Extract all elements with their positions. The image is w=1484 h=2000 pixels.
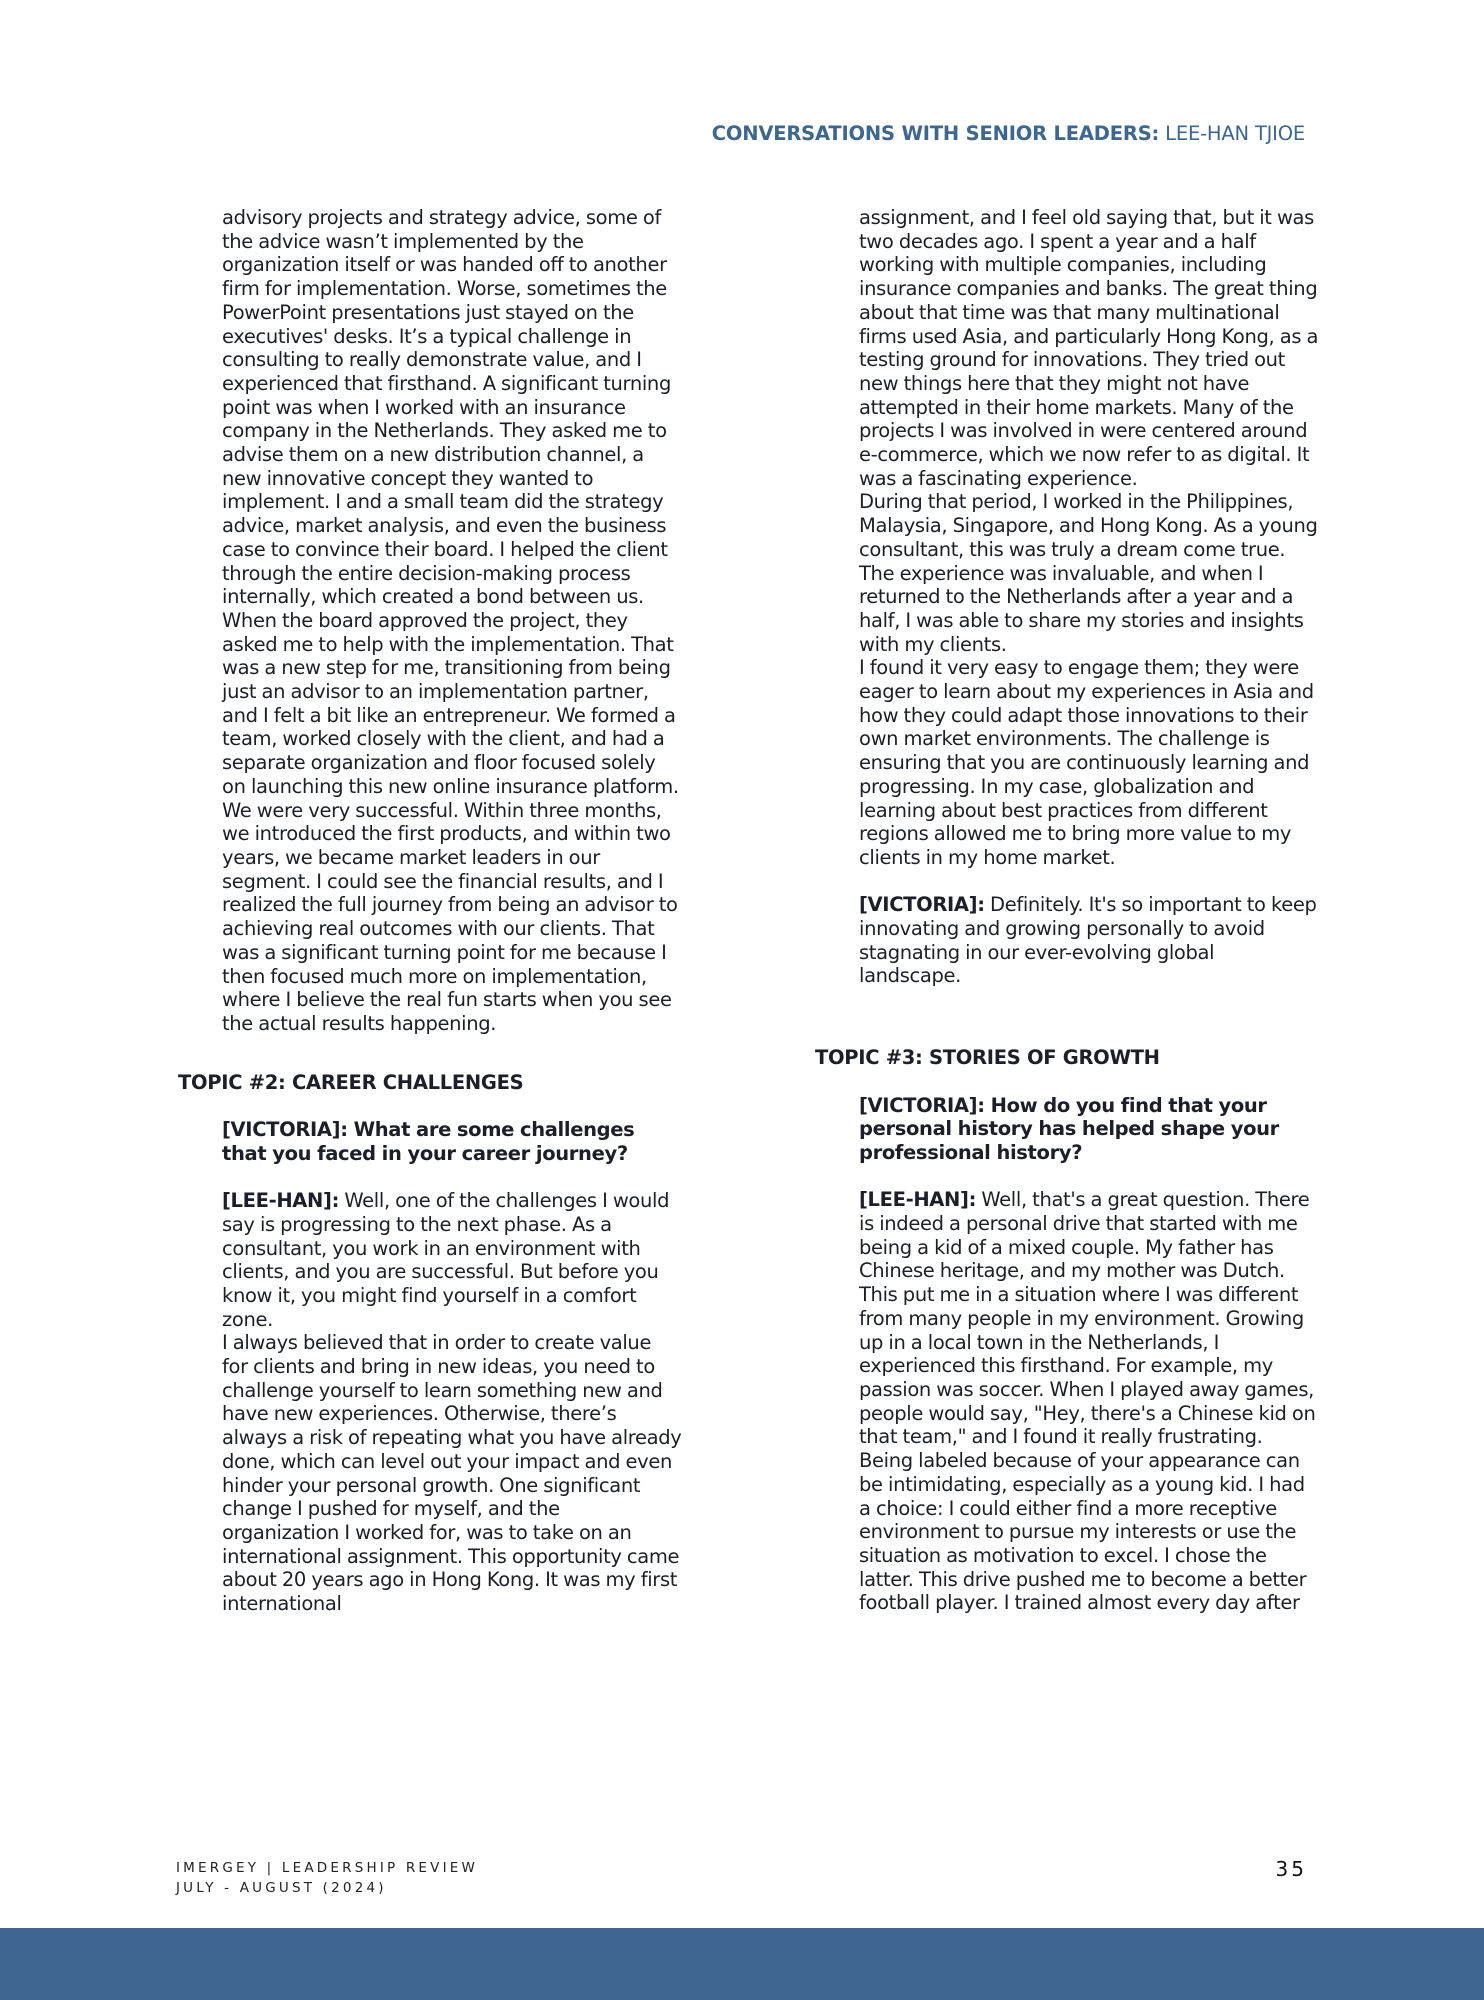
topic-heading-stories-of-growth: TOPIC #3: STORIES OF GROWTH — [815, 1046, 1160, 1070]
question-challenges: [VICTORIA]: What are some challenges that you faced in your career journey? — [222, 1118, 635, 1165]
footer-color-band — [0, 1928, 1484, 2000]
speaker-label-lee-han: [LEE-HAN]: — [859, 1188, 977, 1212]
paragraph-turning-point: advisory projects and strategy advice, some of the advice wasn’t implemented by the organization itself or was handed off to another firm for implementation. Worse, sometimes the PowerPoint presentations just stayed on the executives' desks. It’s a typical challenge in consulting to really demonstrate value, and I experienced that firsthand. A significant turning point was when I worked with an insurance company in the Netherlands. They asked me to advise them on a new distribution channel, a new innovative concept they wanted to implement. I and a small team did the strategy advice, market analysis, and even the business case to convince their board. I helped the client through the entire decision-making process internally, which created a bond between us. When the board approved the project, they asked me to help with the implementation. That was a new step for me, transitioning from being just an advisor to an implementation partner, and I felt a bit like an entrepreneur. We formed a team, worked closely with the client, and had a separate organization and floor focused solely on launching this new online insurance platform. We were very successful. Within three months, we introduced the first products, and within two years, we became market leaders in our segment. I could see the financial results, and I realized the full journey from being an advisor to achieving real outcomes with our clients. That was a significant turning point for me because I then focused much more on implementation, where I believe the real fun starts when you see the actual results happening. — [222, 206, 679, 1035]
paragraph-asia-period: During that period, I worked in the Philippines, Malaysia, Singapore, and Hong Kong. As a young consultant, this was truly a dream come true. The experience was invaluable, and when I returned to the Netherlands after a year and a half, I was able to share my stories and insights with my clients. — [859, 490, 1318, 656]
footer-publication-name: IMERGEY | LEADERSHIP REVIEW — [176, 1860, 479, 1876]
header-interviewee-name: LEE-HAN TJIOE — [1165, 122, 1305, 145]
right-column — [815, 206, 1319, 1615]
topic-heading-career-challenges: TOPIC #2: CAREER CHALLENGES — [178, 1070, 524, 1094]
header-series-title: CONVERSATIONS WITH SENIOR LEADERS: — [711, 122, 1160, 145]
left-column — [178, 206, 682, 1616]
paragraph-hong-kong: assignment, and I feel old saying that, but it was two decades ago. I spent a year and a half working with multiple companies, including insurance companies and banks. The great thing about that time was that many multinational firms used Asia, and particularly Hong Kong, as a testing ground for innovations. They tried out new things here that they might not have attempted in their home markets. Many of the projects I was involved in were centered around e-commerce, which we now refer to as digital. It was a fascinating experience. — [859, 206, 1319, 490]
paragraph-engaging-clients: I found it very easy to engage them; they were eager to learn about my experiences in Asia and how they could adapt those innovations to their own market environments. The challenge is ensuring that you are continuously learning and progressing. In my case, globalization and learning about best practices from different regions allowed me to bring more value to my clients in my home market. — [859, 656, 1314, 869]
victoria-response-text: Definitely. It's so important to keep innovating and growing personally to avoid stagnating in our ever-evolving global landscape. — [859, 893, 1317, 988]
answer-personal-history — [859, 1188, 1319, 1615]
answer-challenges — [222, 1189, 682, 1331]
page-number: 35 — [1275, 1857, 1307, 1881]
running-header — [712, 122, 1305, 145]
answer-text: Well, one of the challenges I would say is progressing to the next phase. As a consultant, you work in an environment with clients, and you are successful. But before you know it, you might find yourself in a comfort zone. — [222, 1189, 670, 1331]
question-personal-history: [VICTORIA]: How do you find that your personal history has helped shape your professional history? — [859, 1093, 1279, 1164]
paragraph-international-assignment: I always believed that in order to create value for clients and bring in new ideas, you need to challenge yourself to learn something new and have new experiences. Otherwise, there’s always a risk of repeating what you have already done, which can level out your impact and even hinder your personal growth. One significant change I pushed for myself, and the organization I worked for, was to take on an international assignment. This opportunity came about 20 years ago in Hong Kong. It was my first international — [222, 1331, 682, 1616]
speaker-label-lee-han: [LEE-HAN]: — [222, 1189, 340, 1213]
footer-publication-info — [176, 1858, 478, 1898]
speaker-label-victoria: [VICTORIA]: — [859, 893, 985, 917]
footer-issue-date: JULY - AUGUST (2024) — [176, 1880, 387, 1896]
victoria-response — [859, 893, 1319, 988]
answer-text: Well, that's a great question. There is indeed a personal drive that started with me being a kid of a mixed couple. My father has Chinese heritage, and my mother was Dutch. This put me in a situation where I was different from many people in my environment. Growing up in a local town in the Netherlands, I experienced this firsthand. For example, my passion was soccer. When I played away games, people would say, "Hey, there's a Chinese kid on that team," and I found it really frustrating. Being labeled because of your appearance can be intimidating, especially as a young kid. I had a choice: I could either find a more receptive environment to pursue my interests or use the situation as motivation to excel. I chose the latter. This drive pushed me to become a better football player. I trained almost every day after — [859, 1188, 1316, 1615]
